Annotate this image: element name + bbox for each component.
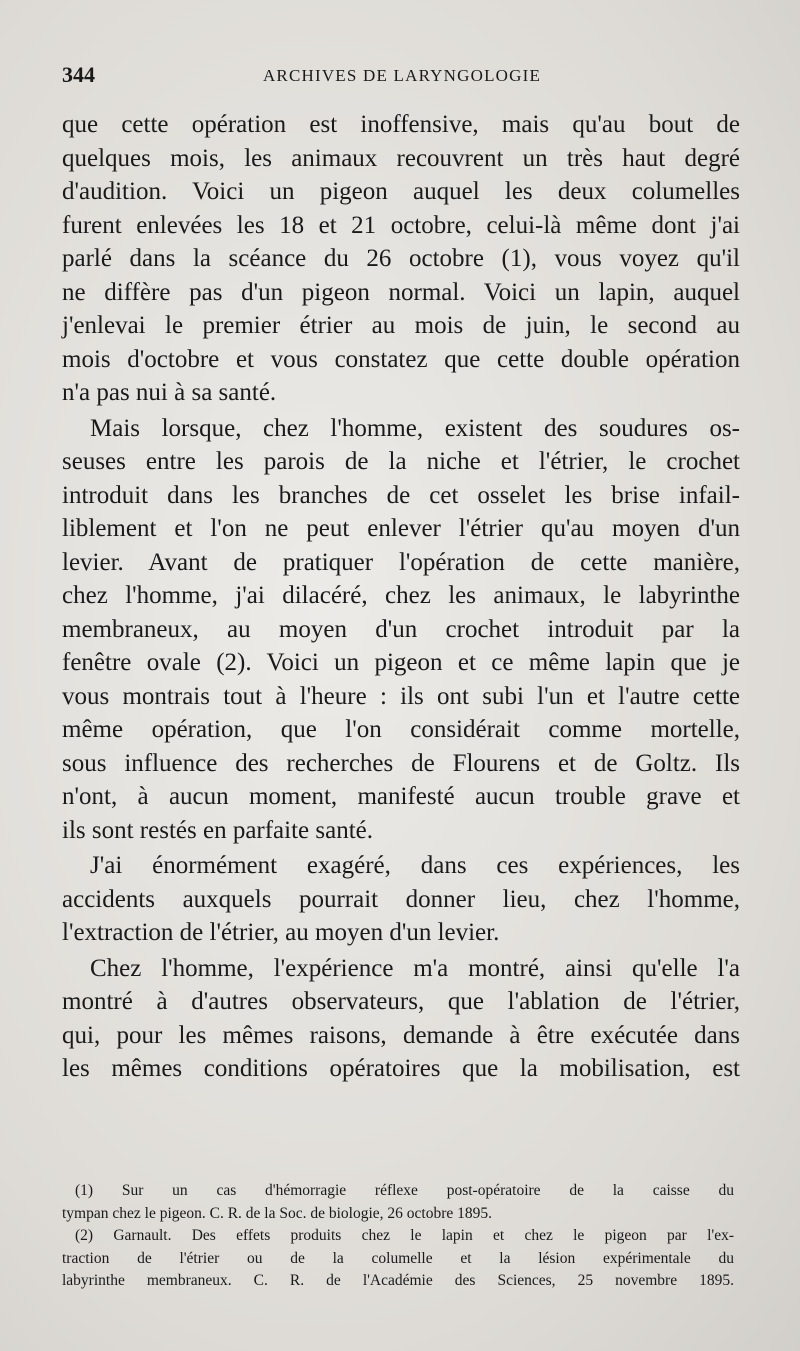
- body-line: parlé dans la scéance du 26 octobre (1), vous voyez qu'il: [62, 245, 740, 272]
- body-line: levier. Avant de pratiquer l'opération de cette manière,: [62, 548, 740, 576]
- body-line: j'enlevai le premier étrier au mois de juin, le second au: [62, 312, 740, 339]
- body-line: quelques mois, les animaux recouvrent un très haut degré: [62, 144, 740, 172]
- body-line: fenêtre ovale (2). Voici un pigeon et ce même lapin que je: [62, 649, 740, 676]
- body-line: d'audition. Voici un pigeon auquel les deux columelles: [62, 178, 740, 205]
- body-line: liblement et l'on ne peut enlever l'étrier qu'au moyen d'un: [62, 515, 740, 542]
- body-line: ils sont restés en parfaite santé.: [62, 816, 374, 844]
- body-line: ne diffère pas d'un pigeon normal. Voici un lapin, auquel: [62, 278, 740, 306]
- body-line: introduit dans les branches de cet osselet les brise infail-: [62, 481, 740, 509]
- body-line: J'ai énormément exagéré, dans ces expériences, les: [90, 852, 740, 879]
- running-title: ARCHIVES DE LARYNGOLOGIE: [262, 66, 542, 85]
- page-header: [62, 62, 742, 92]
- body-line: mois d'octobre et vous constatez que cette double opération: [62, 345, 740, 373]
- body-line: qui, pour les mêmes raisons, demande à être exécutée dans: [62, 1021, 740, 1049]
- body-line: même opération, que l'on considérait comme mortelle,: [62, 716, 740, 743]
- body-line: accidents auxquels pourrait donner lieu, chez l'homme,: [62, 885, 740, 913]
- body-line: Chez l'homme, l'expérience m'a montré, ainsi qu'elle l'a: [90, 954, 740, 982]
- body-line: que cette opération est inoffensive, mais qu'au bout de: [62, 111, 740, 138]
- body-line: sous influence des recherches de Flourens et de Goltz. Ils: [62, 749, 740, 777]
- footnote-line: traction de l'étrier ou de la columelle et la lésion expérimentale du: [62, 1249, 734, 1267]
- footnote-line: (2) Garnault. Des effets produits chez le lapin et chez le pigeon par l'ex-: [75, 1227, 734, 1244]
- footnote-line: labyrinthe membraneux. C. R. de l'Académie des Sciences, 25 novembre 1895.: [62, 1272, 734, 1289]
- body-line: seuses entre les parois de la niche et l'étrier, le crochet: [62, 448, 740, 475]
- page-number: 344: [62, 62, 95, 87]
- body-text: [62, 108, 740, 1086]
- footnote-line: (1) Sur un cas d'hémorragie réflexe post-opératoire de la caisse du: [75, 1182, 734, 1199]
- body-line: Mais lorsque, chez l'homme, existent des soudures os-: [90, 414, 740, 442]
- body-line: n'a pas nui à sa santé.: [62, 379, 277, 406]
- body-line: montré à d'autres observateurs, que l'ablation de l'étrier,: [62, 988, 740, 1015]
- body-line: furent enlevées les 18 et 21 octobre, celui-là même dont j'ai: [62, 211, 740, 239]
- body-line: vous montrais tout à l'heure : ils ont subi l'un et l'autre cette: [62, 682, 740, 710]
- body-line: chez l'homme, j'ai dilacéré, chez les animaux, le labyrinthe: [62, 582, 740, 609]
- footnote-line: tympan chez le pigeon. C. R. de la Soc. de biologie, 26 octobre 1895.: [62, 1204, 493, 1222]
- body-line: n'ont, à aucun moment, manifesté aucun trouble grave et: [62, 783, 740, 810]
- body-line: l'extraction de l'étrier, au moyen d'un levier.: [62, 919, 500, 946]
- body-line: membraneux, au moyen d'un crochet introduit par la: [62, 615, 740, 643]
- body-line: les mêmes conditions opératoires que la mobilisation, est: [62, 1055, 740, 1082]
- footnotes: [62, 1180, 734, 1293]
